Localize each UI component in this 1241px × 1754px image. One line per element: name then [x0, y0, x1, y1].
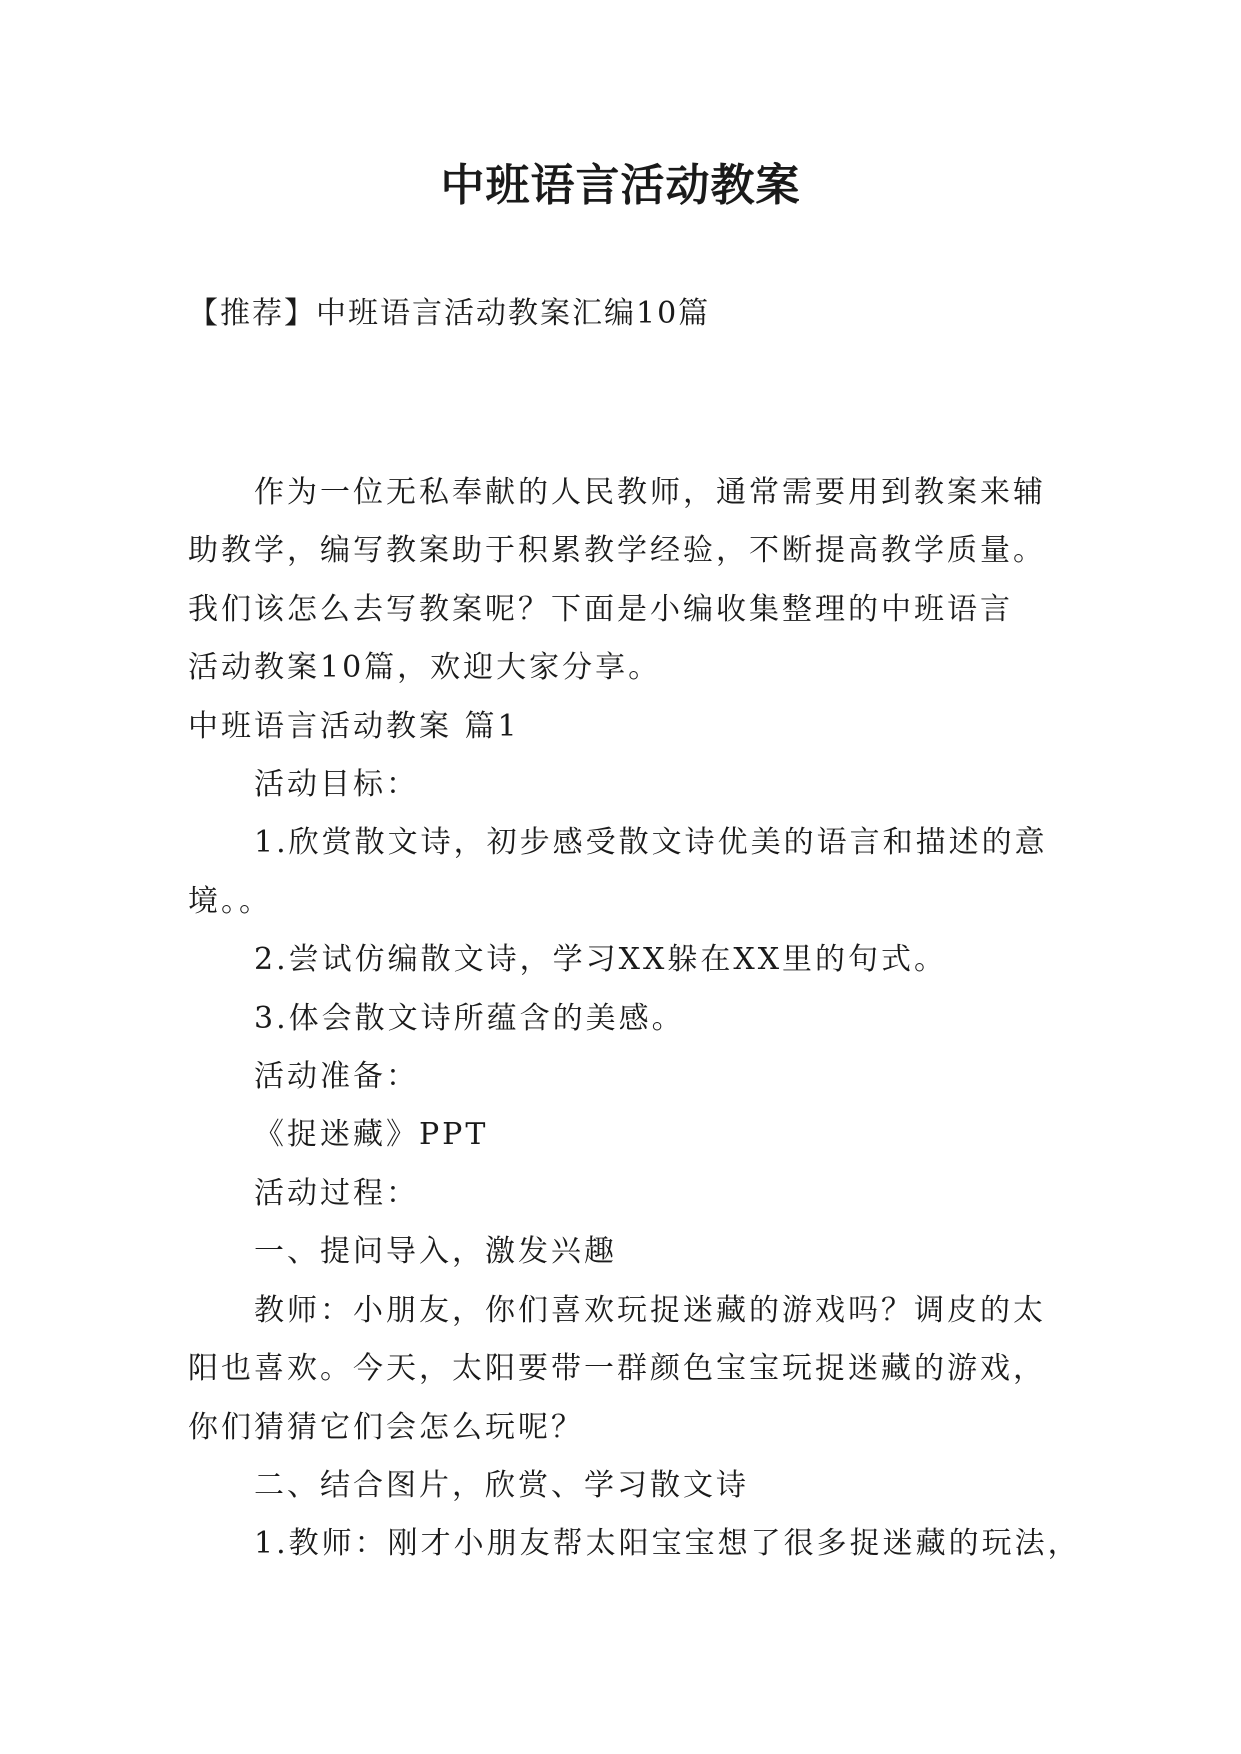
body-line: 2.尝试仿编散文诗，学习XX躲在XX里的句式。 [254, 942, 948, 978]
body-line: 二、结合图片，欣赏、学习散文诗 [254, 1467, 749, 1503]
body-line: 教师：小朋友，你们喜欢玩捉迷藏的游戏吗？调皮的太 [254, 1292, 1046, 1328]
body-line: 一、提问导入，激发兴趣 [254, 1234, 617, 1270]
body-line: 中班语言活动教案 篇1 [188, 708, 520, 744]
body-line: 我们该怎么去写教案呢？下面是小编收集整理的中班语言 [188, 591, 1013, 627]
body-line: 活动准备： [254, 1059, 419, 1095]
body-line: 你们猜猜它们会怎么玩呢？ [188, 1409, 584, 1445]
document-subtitle: 【推荐】中班语言活动教案汇编10篇 [188, 296, 711, 331]
document-title: 中班语言活动教案 [440, 160, 801, 211]
body-line: 《捉迷藏》PPT [254, 1117, 489, 1153]
body-line: 活动过程： [254, 1175, 419, 1211]
body-line: 境。。 [188, 883, 272, 919]
body-line: 作为一位无私奉献的人民教师，通常需要用到教案来辅 [254, 475, 1046, 510]
body-line: 助教学，编写教案助于积累教学经验，不断提高教学质量。 [188, 533, 1046, 569]
body-line: 活动目标： [254, 767, 419, 803]
document-body [188, 464, 1081, 1574]
body-line: 阳也喜欢。今天，太阳要带一群颜色宝宝玩捉迷藏的游戏， [188, 1351, 1046, 1387]
body-line: 3.体会散文诗所蕴含的美感。 [254, 1000, 685, 1036]
body-line: 活动教案10篇，欢迎大家分享。 [188, 650, 662, 686]
body-line: 1.欣赏散文诗，初步感受散文诗优美的语言和描述的意 [254, 825, 1048, 861]
body-line: 1.教师：刚才小朋友帮太阳宝宝想了很多捉迷藏的玩法， [254, 1526, 1081, 1562]
